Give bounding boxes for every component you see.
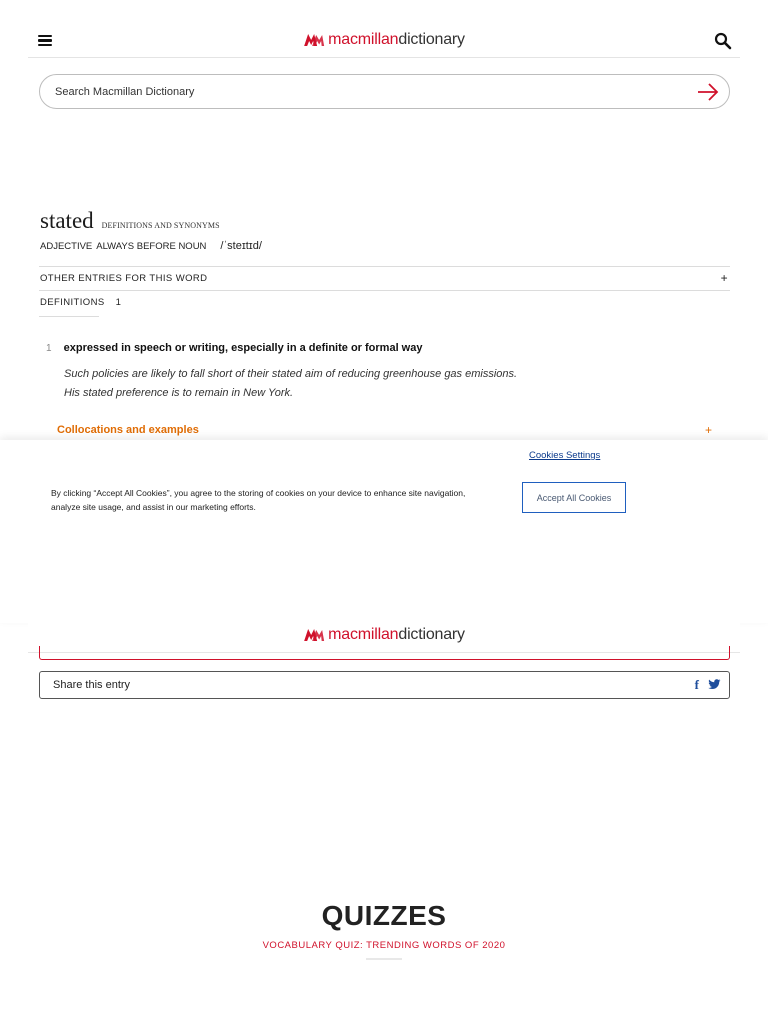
logo-word-dictionary: dictionary [398, 31, 465, 48]
logo-word-macmillan: macmillan [328, 31, 399, 48]
share-entry-bar[interactable] [39, 671, 730, 699]
grammar-line [40, 240, 262, 252]
search-input[interactable] [55, 75, 675, 108]
logo-mark-icon [303, 627, 325, 643]
definitions-label: DEFINITIONS [40, 297, 105, 308]
grammar-note: ALWAYS BEFORE NOUN [96, 241, 207, 252]
cookie-banner [0, 440, 768, 623]
twitter-icon[interactable] [708, 679, 721, 690]
divider [39, 290, 730, 291]
example-sentence: Such policies are likely to fall short of their stated aim of reducing greenhouse gas emissions. [64, 368, 518, 380]
site-logo[interactable] [303, 31, 465, 49]
pronunciation: /ˈsteɪtɪd/ [220, 240, 262, 252]
arrow-right-icon[interactable] [697, 82, 719, 102]
site-logo[interactable] [303, 626, 465, 644]
collocations-toggle[interactable] [57, 424, 712, 436]
logo-mark-icon [303, 32, 325, 48]
quizzes-title: QUIZZES [321, 900, 447, 931]
cookies-settings-link[interactable]: Cookies Settings [529, 450, 601, 461]
other-entries-label: OTHER ENTRIES FOR THIS WORD [40, 273, 208, 284]
expand-plus-icon[interactable]: + [720, 271, 728, 285]
example-sentence: His stated preference is to remain in New York. [64, 387, 294, 399]
logo-word-macmillan: macmillan [328, 626, 399, 643]
search-icon[interactable] [714, 32, 732, 50]
heading-suffix: DEFINITIONS AND SYNONYMS [101, 221, 220, 230]
facebook-icon[interactable]: f [694, 677, 699, 692]
entry-heading [40, 208, 220, 234]
part-of-speech[interactable]: ADJECTIVE [40, 241, 93, 252]
other-entries-toggle[interactable] [40, 273, 730, 284]
definitions-header [40, 297, 121, 308]
collocations-label: Collocations and examples [57, 424, 199, 436]
headword: stated [40, 208, 94, 233]
expand-plus-icon[interactable]: + [704, 423, 712, 437]
sense-definition: expressed in speech or writing, especially in a definite or formal way [63, 342, 423, 354]
logo-word-dictionary: dictionary [398, 626, 465, 643]
search-bar [39, 74, 730, 109]
site-header [28, 24, 740, 58]
divider [39, 266, 730, 267]
cookie-consent-text: By clicking “Accept All Cookies”, you agree to the storing of cookies on your device to enhance site navigation, analyze site usage, and assist in our marketing efforts. [51, 488, 466, 512]
sense-number: 1 [46, 343, 52, 354]
hamburger-menu-icon[interactable] [38, 35, 52, 46]
quiz-underline [366, 958, 402, 960]
share-label: Share this entry [53, 679, 131, 691]
partially-hidden-box [39, 646, 730, 660]
quiz-link[interactable]: VOCABULARY QUIZ: TRENDING WORDS OF 2020 [262, 940, 506, 951]
sense-1 [46, 342, 422, 354]
definitions-underline [39, 316, 99, 317]
definitions-count: 1 [115, 297, 122, 308]
accept-all-cookies-button[interactable]: Accept All Cookies [522, 482, 626, 513]
